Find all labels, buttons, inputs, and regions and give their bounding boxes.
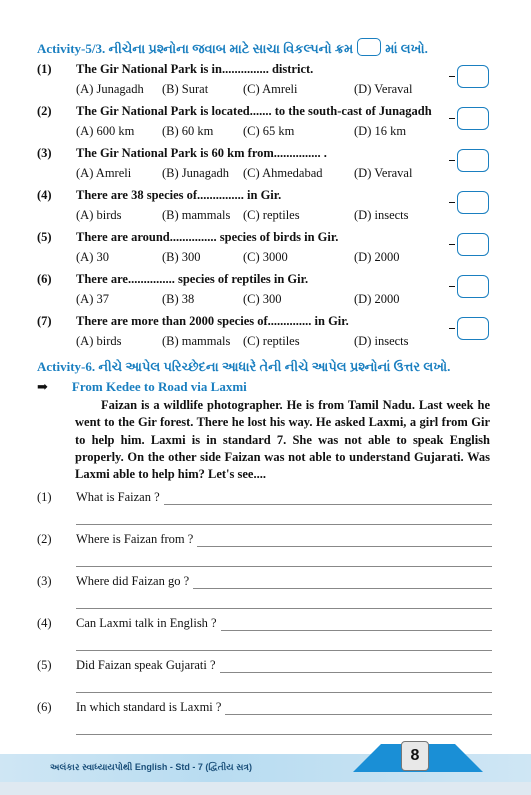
- option-b: (B) mammals: [162, 334, 231, 348]
- question-number: (6): [37, 700, 52, 714]
- option-a: (A) Junagadh: [76, 82, 144, 96]
- mcq-item: [37, 272, 517, 312]
- option-d: (D) 2000: [354, 250, 400, 264]
- option-b: (B) 60 km: [162, 124, 214, 138]
- question-number: (5): [37, 230, 52, 244]
- passage-title-text: From Kedee to Road via Laxmi: [71, 379, 247, 394]
- option-d: (D) insects: [354, 334, 409, 348]
- option-b: (B) 300: [162, 250, 201, 264]
- mcq-item: [37, 314, 517, 354]
- page-number: 8: [401, 741, 429, 771]
- option-c: (C) Ahmedabad: [243, 166, 323, 180]
- question-number: (2): [37, 104, 52, 118]
- option-d: (D) 16 km: [354, 124, 407, 138]
- answer-box[interactable]: [457, 65, 489, 88]
- option-b: (B) 38: [162, 292, 195, 306]
- option-d: (D) Veraval: [354, 82, 413, 96]
- question-text: There are around............... species of birds in Gir.: [76, 230, 339, 244]
- answer-line[interactable]: [76, 692, 492, 693]
- option-c: (C) 3000: [243, 250, 288, 264]
- activity-5-3-instruction: નીચેના પ્રશ્નોના જવાબ માટે સાચા વિકલ્પનો ક્રમ: [108, 41, 354, 56]
- answer-box[interactable]: [457, 149, 489, 172]
- question-number: (2): [37, 532, 52, 546]
- question-number: (4): [37, 616, 52, 630]
- mcq-item: [37, 104, 517, 144]
- question-text: The Gir National Park is 60 km from............... .: [76, 146, 327, 160]
- question-number: (4): [37, 188, 52, 202]
- question-text: The Gir National Park is located....... to the south-cast of Junagadh: [76, 104, 432, 118]
- mcq-item: [37, 230, 517, 270]
- answer-line[interactable]: [76, 608, 492, 609]
- mcq-item: [37, 188, 517, 228]
- answer-line[interactable]: [76, 524, 492, 525]
- answer-box[interactable]: [457, 275, 489, 298]
- footer-book-title: અલંકાર સ્વાધ્યાયપોથી English - Std - 7 (દ્વિતીય સત્ર): [50, 762, 252, 772]
- question-text: Where is Faizan from ?: [76, 532, 197, 547]
- passage-title: [37, 379, 247, 395]
- activity-5-3-instruction-end: માં લખો.: [385, 41, 428, 56]
- option-c: (C) reptiles: [243, 334, 300, 348]
- answer-dash: [449, 244, 455, 245]
- option-a: (A) 30: [76, 250, 109, 264]
- option-a: (A) birds: [76, 208, 122, 222]
- answer-dash: [449, 76, 455, 77]
- answer-dash: [449, 328, 455, 329]
- arrow-right-icon: ➡: [37, 379, 48, 394]
- option-a: (A) Amreli: [76, 166, 132, 180]
- open-question: [37, 574, 492, 614]
- answer-dash: [449, 160, 455, 161]
- question-text: What is Faizan ?: [76, 490, 164, 505]
- bottom-strip: [0, 782, 531, 795]
- question-text: There are 38 species of............... in Gir.: [76, 188, 282, 202]
- option-d: (D) 2000: [354, 292, 400, 306]
- question-number: (1): [37, 490, 52, 504]
- question-text: There are............... species of reptiles in Gir.: [76, 272, 309, 286]
- question-text: Did Faizan speak Gujarati ?: [76, 658, 220, 673]
- open-question: [37, 700, 492, 740]
- option-b: (B) Junagadh: [162, 166, 229, 180]
- open-question: [37, 490, 492, 530]
- activity-6-heading: [37, 359, 450, 375]
- answer-box[interactable]: [457, 317, 489, 340]
- question-text: In which standard is Laxmi ?: [76, 700, 225, 715]
- inline-answer-box-icon: [357, 38, 381, 56]
- answer-box[interactable]: [457, 233, 489, 256]
- option-d: (D) Veraval: [354, 166, 413, 180]
- answer-line[interactable]: [76, 566, 492, 567]
- answer-line[interactable]: [76, 650, 492, 651]
- question-text: Where did Faizan go ?: [76, 574, 193, 589]
- activity-6-instruction: નીચે આપેલ પરિચ્છેદના આધારે તેની નીચે આપેલ પ્રશ્નોનાં ઉત્તર લખો.: [98, 359, 451, 374]
- mcq-item: [37, 62, 517, 102]
- question-number: (5): [37, 658, 52, 672]
- option-c: (C) reptiles: [243, 208, 300, 222]
- question-number: (3): [37, 146, 52, 160]
- option-a: (A) 37: [76, 292, 109, 306]
- option-c: (C) 65 km: [243, 124, 295, 138]
- mcq-item: [37, 146, 517, 186]
- activity-5-3-prefix: Activity-5/3.: [37, 41, 106, 56]
- option-d: (D) insects: [354, 208, 409, 222]
- option-a: (A) 600 km: [76, 124, 135, 138]
- question-text: Can Laxmi talk in English ?: [76, 616, 221, 631]
- option-c: (C) 300: [243, 292, 282, 306]
- question-number: (7): [37, 314, 52, 328]
- activity-6-prefix: Activity-6.: [37, 359, 96, 374]
- activity-5-3-heading: [37, 38, 428, 57]
- question-number: (1): [37, 62, 52, 76]
- answer-line[interactable]: [76, 734, 492, 735]
- open-question: [37, 532, 492, 572]
- answer-dash: [449, 118, 455, 119]
- question-text: There are more than 2000 species of.............. in Gir.: [76, 314, 349, 328]
- passage-paragraph: Faizan is a wildlife photographer. He is from Tamil Nadu. Last week he went to the Gir forest. There he lost his way. He asked Laxmi, a girl from Gir to help him. Laxmi is in standard 7. She was not able to speak English properly. On the other side Faizan was not able to understand Gujarati. Was Laxmi able to help him? Let's see....: [75, 398, 490, 482]
- answer-box[interactable]: [457, 191, 489, 214]
- open-question: [37, 616, 492, 656]
- question-text: The Gir National Park is in............... district.: [76, 62, 314, 76]
- option-b: (B) Surat: [162, 82, 209, 96]
- question-number: (6): [37, 272, 52, 286]
- question-number: (3): [37, 574, 52, 588]
- option-a: (A) birds: [76, 334, 122, 348]
- option-b: (B) mammals: [162, 208, 231, 222]
- answer-dash: [449, 286, 455, 287]
- answer-box[interactable]: [457, 107, 489, 130]
- open-question: [37, 658, 492, 698]
- option-c: (C) Amreli: [243, 82, 298, 96]
- answer-dash: [449, 202, 455, 203]
